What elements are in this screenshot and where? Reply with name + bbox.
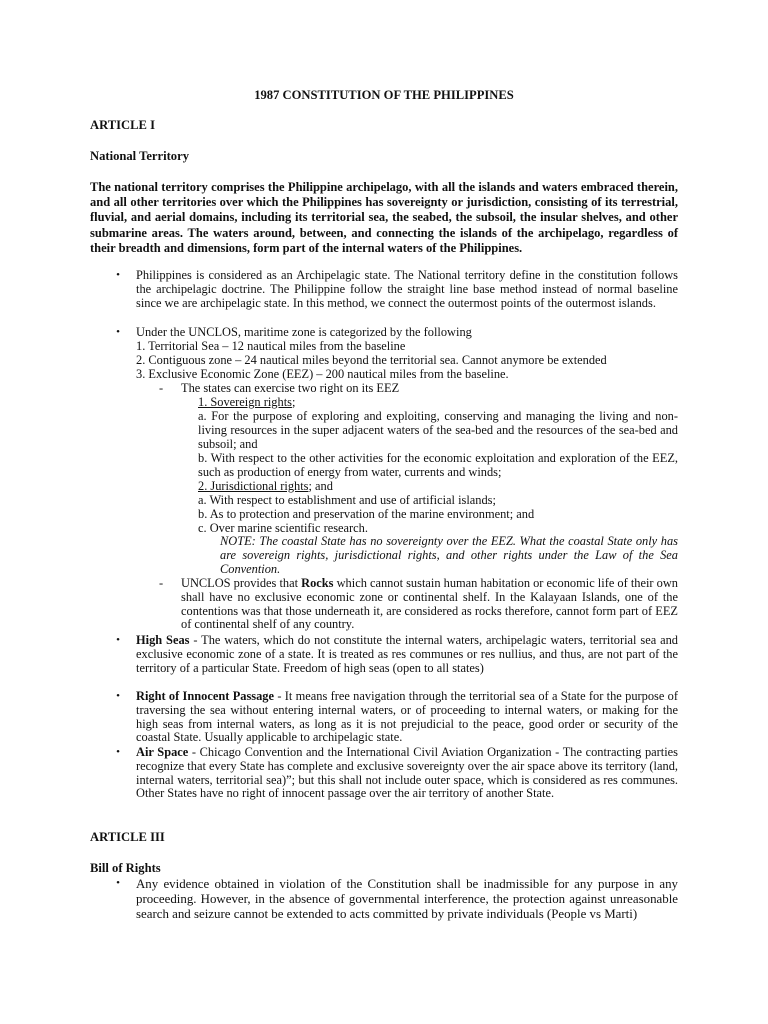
rocks-paragraph — [181, 577, 678, 632]
eez-item: 3. Exclusive Economic Zone (EEZ) – 200 nautical miles from the baseline. — [136, 367, 509, 381]
air-space-paragraph — [136, 746, 678, 801]
dash-icon: - — [159, 576, 164, 590]
air-space-term: Air Space — [136, 745, 189, 759]
archipelagic-state-paragraph: Philippines is considered as an Archipelagic state. The National territory define in the constitution follows the archipelagic doctrine. The Philippine follow the straight line base method instead of normal baseline since we are archipelagic state. In this method, we connect the outermost points of the outermost islands. — [136, 268, 678, 310]
sovereign-rights-label: 1. Sovereign rights — [198, 395, 292, 409]
sovereign-rights-a: a. For the purpose of exploring and exploiting, conserving and managing the living and non-living resources in the super adjacent waters of the sea-bed and the resources of the sea-bed and subsoil; and — [198, 409, 678, 451]
innocent-passage-paragraph — [136, 690, 678, 745]
innocent-passage-term: Right of Innocent Passage — [136, 689, 274, 703]
contiguous-zone-item: 2. Contiguous zone – 24 nautical miles beyond the territorial sea. Cannot anymore be extended — [136, 353, 607, 367]
rocks-text-post: which cannot sustain human habitation or economic life of their own shall have no exclusive economic zone or continental shelf. In the Kalayaan Islands, one of the contentions was that those underneath it, are considered as rocks therefore, cannot form part of EEZ of continental shelf of any country. — [181, 576, 678, 632]
national-territory-provision: The national territory comprises the Philippine archipelago, with all the islands and waters embraced therein, and all other territories over which the Philippines has sovereignty or jurisdiction, consisting of its terrestrial, fluvial, and aerial domains, including its territorial sea, the seabed, the subsoil, the insular shelves, and other submarine areas. The waters around, between, and connecting the islands of the archipelago, regardless of their breadth and dimensions, form part of the internal waters of the Philippines. — [90, 180, 678, 255]
sovereign-rights-title — [198, 396, 295, 410]
bullet-icon: • — [116, 746, 120, 758]
jurisdictional-rights-c: c. Over marine scientific research. — [198, 521, 368, 535]
jurisdictional-rights-title — [198, 480, 333, 494]
jurisdictional-rights-b: b. As to protection and preservation of the marine environment; and — [198, 507, 535, 521]
bullet-icon: • — [116, 634, 120, 646]
national-territory-heading: National Territory — [90, 149, 189, 163]
bullet-icon: • — [116, 877, 120, 889]
article-3-heading: ARTICLE III — [90, 830, 165, 844]
bullet-icon: • — [116, 326, 120, 338]
high-seas-text: - The waters, which do not constitute the internal waters, archipelagic waters, territorial sea and exclusive economic zone of a state. It is treated as res communes or res nullius, and thus, are not part of the territory of a particular State. Freedom of high seas (open to all states) — [136, 633, 678, 675]
air-space-text: - Chicago Convention and the International Civil Aviation Organization - The contracting parties recognize that every State has complete and exclusive sovereignty over the air space above its territory (land, internal waters, territorial sea)”; but this shall not include outer space, which is considered as res communes. Other States have no right of innocent passage over the air territory of another State. — [136, 745, 678, 801]
sovereign-rights-punct: ; — [291, 395, 296, 409]
jurisdictional-rights-label: 2. Jurisdictional rights — [198, 479, 309, 493]
evidence-paragraph: Any evidence obtained in violation of the Constitution shall be inadmissible for any purpose in any proceeding. However, in the absence of governmental interference, the protection against unreasonable search and seizure cannot be extended to acts committed by private individuals (People vs Marti) — [136, 877, 678, 921]
eez-note: NOTE: The coastal State has no sovereignty over the EEZ. What the coastal State only has are sovereign rights, jurisdictional rights, and other rights under the Law of the Sea Convention. — [220, 534, 678, 576]
document-title: 1987 CONSTITUTION OF THE PHILIPPINES — [254, 88, 514, 102]
high-seas-paragraph — [136, 634, 678, 675]
jurisdictional-rights-punct: ; and — [308, 479, 333, 493]
unclos-intro: Under the UNCLOS, maritime zone is categorized by the following — [136, 325, 472, 339]
sovereign-rights-b: b. With respect to the other activities for the economic exploitation and exploration of the EEZ, such as production of energy from water, currents and winds; — [198, 451, 678, 479]
high-seas-term: High Seas — [136, 633, 190, 647]
innocent-passage-text: - It means free navigation through the territorial sea of a State for the purpose of traversing the sea without entering internal waters, or of proceeding to internal waters, or making for the high seas from internal waters, as long as it is not prejudicial to the peace, good order or security of the coastal State. Usually applicable to archipelagic state. — [136, 689, 678, 745]
bullet-icon: • — [116, 690, 120, 702]
bullet-icon: • — [116, 269, 120, 281]
article-1-heading: ARTICLE I — [90, 118, 155, 132]
rocks-term: Rocks — [301, 576, 334, 590]
bill-of-rights-heading: Bill of Rights — [90, 861, 161, 875]
rocks-text-pre: UNCLOS provides that — [181, 576, 302, 590]
eez-rights-intro: The states can exercise two right on its EEZ — [181, 381, 400, 395]
jurisdictional-rights-a: a. With respect to establishment and use of artificial islands; — [198, 493, 496, 507]
dash-icon: - — [159, 381, 164, 395]
territorial-sea-item: 1. Territorial Sea – 12 nautical miles from the baseline — [136, 339, 406, 353]
